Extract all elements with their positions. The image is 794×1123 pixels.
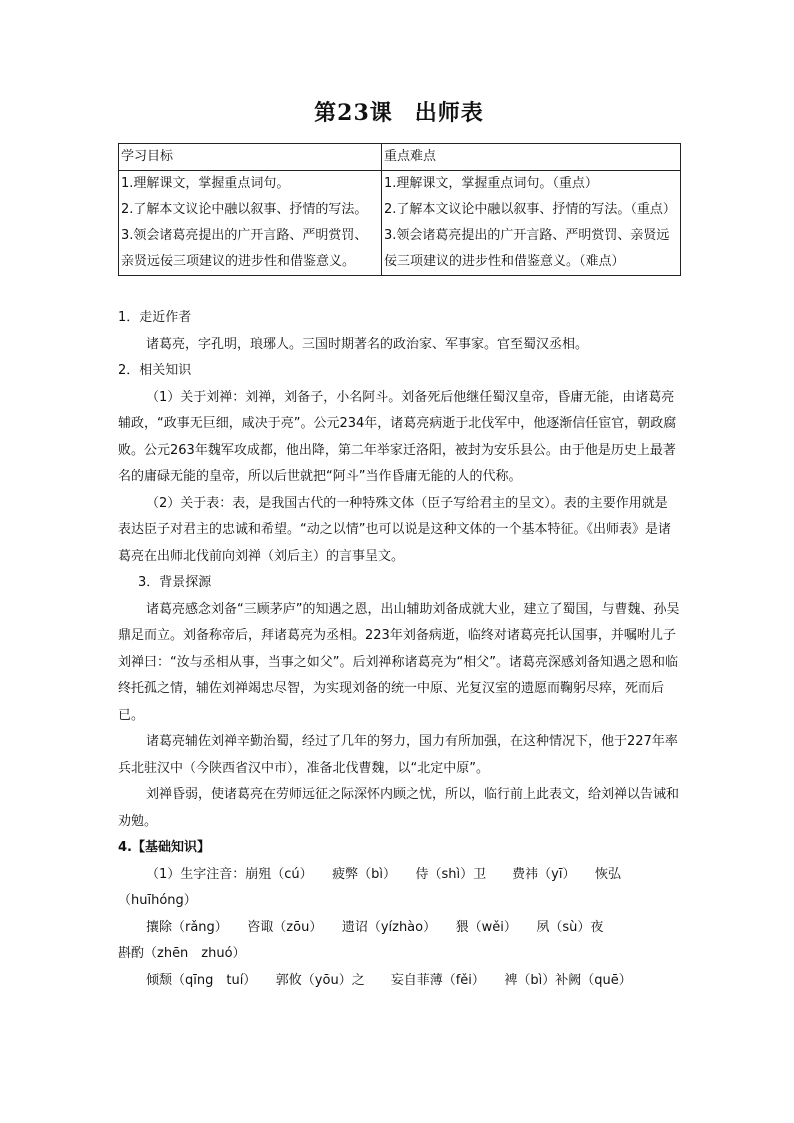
lesson-name: 出师表 [414, 100, 484, 126]
knowledge-paragraph-biao: （2）关于表：表，是我国古代的一种特殊文体（臣子写给君主的呈文）。表的主要作用就是表达臣子对君主的忠诚和希望。“动之以情”也可以说是这种文体的一个基本特征。《出师表》是诸葛亮在出师北伐前向刘禅（刘后主）的言事呈文。 [118, 495, 671, 564]
document-body [118, 305, 680, 994]
section-heading-knowledge: 2．相关知识 [118, 363, 192, 378]
page-title [118, 96, 680, 127]
goal-item: 3.领会诸葛亮提出的广开言路、严明赏罚、 [121, 228, 368, 243]
table-header-row [119, 144, 681, 171]
goal-item: 1.理解课文，掌握重点词句。 [121, 176, 290, 191]
header-key-points: 重点难点 [382, 144, 681, 171]
header-learning-goals: 学习目标 [119, 144, 382, 171]
pinyin-row-2-continued: 斟酌（zhēn zhuó） [118, 946, 246, 961]
knowledge-paragraph-liushan: （1）关于刘禅：刘禅，刘备子，小名阿斗。刘备死后他继任蜀汉皇帝，昏庸无能，由诸葛亮辅政，“政事无巨细，咸决于亮”。公元234年，诸葛亮病逝于北伐军中，他逐渐信任宦官，朝政腐败。公元263年魏军攻成都，他出降，第二年举家迁洛阳，被封为安乐县公。由于他是历史上最著名的庸碌无能的皇帝，所以后世就把“阿斗”当作昏庸无能的人的代称。 [118, 389, 677, 484]
background-paragraph-2: 诸葛亮辅佐刘禅辛勤治蜀，经过了几年的努力，国力有所加强，在这种情况下，他于227年率兵北驻汉中（今陕西省汉中市），准备北伐曹魏，以“北定中原”。 [118, 734, 678, 776]
background-paragraph-3: 刘禅昏弱，使诸葛亮在劳师远征之际深怀内顾之忧，所以，临行前上此表文，给刘禅以告诫和劝勉。 [118, 787, 680, 829]
section-heading-basics: 4.【基础知识】 [118, 840, 210, 855]
background-paragraph-1: 诸葛亮感念刘备“三顾茅庐”的知遇之恩，出山辅助刘备成就大业，建立了蜀国，与曹魏、孙吴鼎足而立。刘备称帝后，拜诸葛亮为丞相。223年刘备病逝，临终对诸葛亮托认国事，并嘱咐儿子刘禅曰：“汝与丞相从事，当事之如父”。后刘禅称诸葛亮为“相父”。诸葛亮深感刘备知遇之恩和临终托孤之情，辅佐刘禅竭忠尽智，为实现刘备的统一中原、光复汉室的遗愿而鞠躬尽瘁，死而后已。 [118, 601, 680, 723]
section-heading-author: 1．走近作者 [118, 310, 192, 325]
key-point-item: 1.理解课文，掌握重点词句。（重点） [384, 176, 598, 191]
key-point-item: 2.了解本文议论中融以叙事、抒情的写法。（重点） [384, 202, 676, 217]
pinyin-row-1-continued: （huīhóng） [118, 893, 197, 908]
key-point-item: 3.领会诸葛亮提出的广开言路、严明赏罚、亲贤远佞三项建议的进步性和借鉴意义。（难点） [384, 228, 670, 269]
key-points-cell [382, 171, 681, 276]
objectives-table [118, 143, 681, 276]
section-heading-background: 3．背景探源 [138, 575, 212, 590]
pinyin-row-1: （1）生字注音：崩殂（cú） 疲弊（bì） 侍（shì）卫 费祎（yī） 恢弘 [146, 866, 621, 882]
table-row [119, 171, 681, 276]
lesson-number: 第23课 [314, 100, 393, 126]
author-paragraph: 诸葛亮，字孔明，琅琊人。三国时期著名的政治家、军事家。官至蜀汉丞相。 [146, 336, 589, 352]
pinyin-row-3: 倾颓（qīng tuí） 郭攸（yōu）之 妄自菲薄（fěi） 裨（bì）补阙（quē） [146, 972, 632, 988]
goal-item-continued: 亲贤远佞三项建议的进步性和借鉴意义。 [121, 254, 356, 269]
pinyin-row-2: 攘除（rǎng） 咨诹（zōu） 遗诏（yízhào） 猥（wěi） 夙（sù）夜 [146, 919, 604, 935]
goal-item: 2.了解本文议论中融以叙事、抒情的写法。 [121, 202, 368, 217]
learning-goals-cell [119, 171, 382, 276]
